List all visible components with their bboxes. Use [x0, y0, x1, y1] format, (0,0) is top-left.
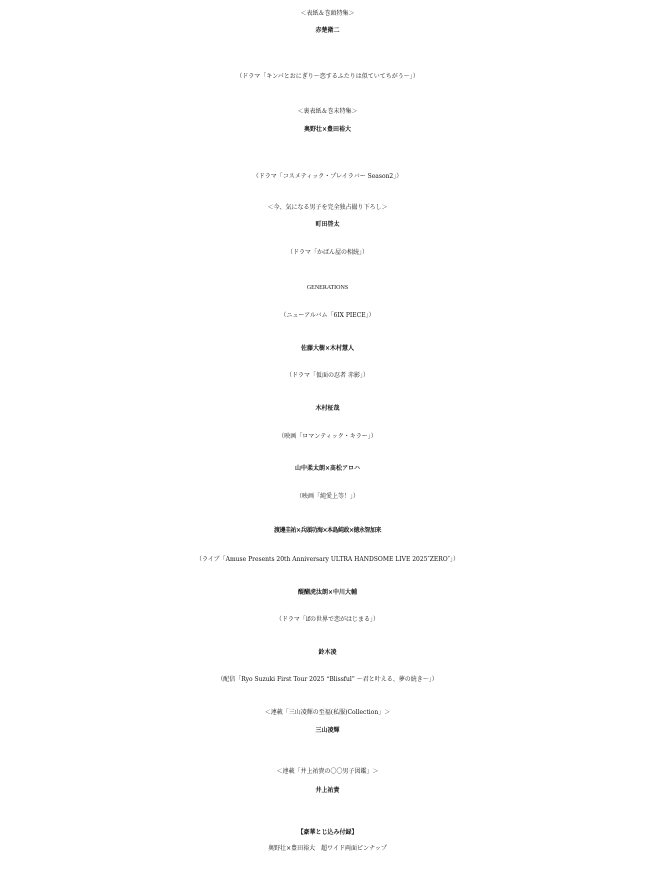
- feature-name-generations: GENERATIONS: [306, 285, 349, 291]
- cover-feature-note: （ドラマ「キンパとおにぎり～恋するふたりは似ていてちがう～」）: [236, 73, 419, 80]
- serial-mitsuyama-label: ＜連載「三山凌輝の至福(私服)Collection」＞: [264, 709, 391, 716]
- feature-name-kimura-masaya: 木村柾哉: [315, 405, 340, 412]
- feature-name-yamanaka-takamatsu: 山中柔太朗×髙松アロハ: [294, 465, 361, 472]
- feature-name-watanabe-group: 渡邊圭祐×兵頭功海×本島純政×徳永智加来: [273, 527, 382, 534]
- back-cover-feature-label: ＜裏表紙＆巻末特集＞: [297, 108, 358, 115]
- exclusive-shoot-note: （ドラマ「かばん屋の相続」）: [286, 249, 368, 256]
- feature-note-suzuki-ryo: （配信「Ryo Suzuki First Tour 2025 “Blissful” ～君と叶える、夢の続き～」）: [217, 676, 438, 683]
- exclusive-shoot-name: 町田啓太: [315, 221, 340, 228]
- back-cover-feature-name: 奥野壮×豊田裕大: [303, 126, 352, 133]
- feature-note-kimura-masaya: （映画「ロマンティック・キラー」）: [278, 433, 377, 440]
- back-cover-feature-note: （ドラマ「コスメティック・プレイラバー Season2」）: [252, 173, 403, 180]
- feature-note-daigo-nakagawa: （ドラマ「ifの世界で恋がはじまる」）: [275, 616, 380, 623]
- feature-name-suzuki-ryo: 鈴木凌: [318, 649, 337, 656]
- feature-note-yamanaka-takamatsu: （映画「純愛上等！」）: [295, 493, 359, 500]
- serial-inoue-label: ＜連載「井上祐貴の〇〇男子図鑑」＞: [276, 768, 379, 775]
- serial-inoue-name: 井上祐貴: [315, 787, 340, 794]
- bonus-text: 奥野壮×豊田裕大 超ワイド両面ピンナップ: [268, 845, 387, 852]
- serial-mitsuyama-name: 三山凌輝: [315, 727, 340, 734]
- feature-note-sato-kimura: （ドラマ「仮面の忍者 赤影」）: [286, 372, 369, 379]
- feature-name-sato-kimura: 佐藤大樹×木村慧人: [300, 345, 355, 352]
- bonus-heading: 【豪華とじ込み付録】: [297, 829, 358, 836]
- feature-note-generations: （ニューアルバム「6IX PIECE」）: [280, 312, 375, 319]
- feature-note-watanabe-group: （ライブ「Amuse Presents 20th Anniversary ULTRA HANDSOME LIVE 2025″ZERO″」）: [196, 556, 459, 563]
- exclusive-shoot-label: ＜今、気になる男子を完全独占撮り下ろし＞: [267, 204, 388, 211]
- cover-feature-name: 赤楚衛二: [315, 27, 340, 34]
- feature-name-daigo-nakagawa: 醍醐虎汰朗×中川大輔: [297, 589, 358, 596]
- cover-feature-label: ＜表紙＆巻頭特集＞: [300, 10, 355, 17]
